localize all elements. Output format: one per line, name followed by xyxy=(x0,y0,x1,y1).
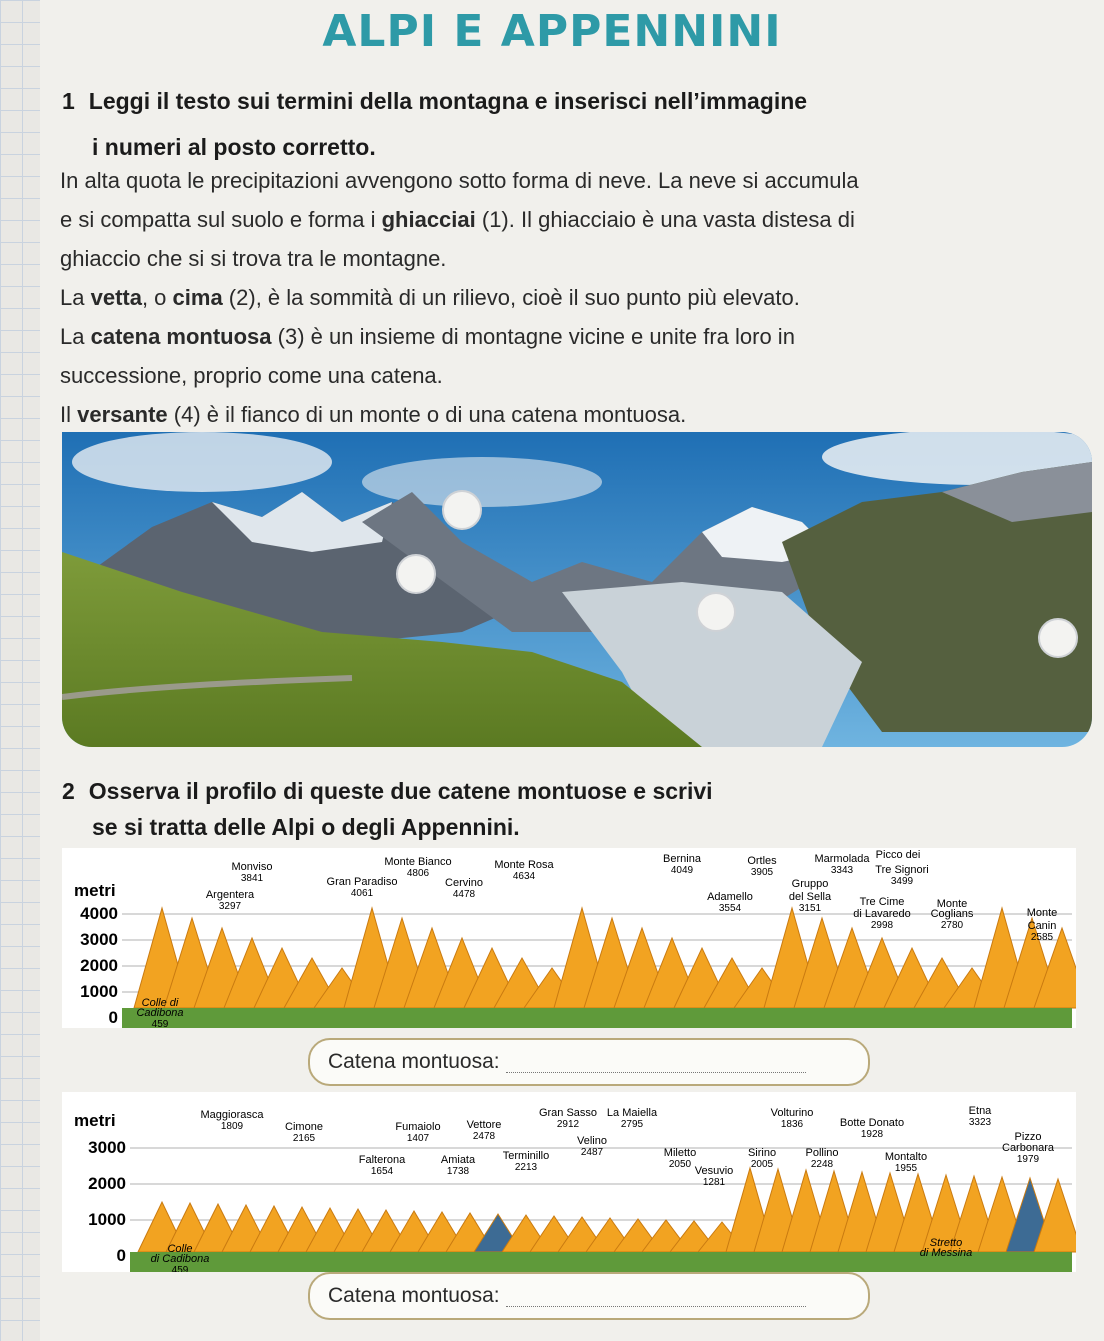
peak-name-label: di Lavaredo xyxy=(853,908,911,920)
peak-name-label: Botte Donato xyxy=(839,1117,905,1129)
peak-elevation-label: 4049 xyxy=(670,865,694,876)
peak-name-label: Monte Bianco xyxy=(384,856,452,868)
peak-elevation-label: 1836 xyxy=(780,1119,804,1130)
peak-name-label: Monte Rosa xyxy=(494,859,554,871)
peak-elevation-label: 3297 xyxy=(218,901,242,912)
peak-elevation-label: 4634 xyxy=(512,871,536,882)
peak-name-label: Sirino xyxy=(747,1147,777,1159)
peak-name-label: Monviso xyxy=(231,861,273,873)
term-slope: versante xyxy=(77,402,168,427)
answer-circle-1[interactable] xyxy=(442,490,482,530)
y-tick-label: 2000 xyxy=(80,956,118,975)
peak-elevation-label: 2478 xyxy=(472,1131,496,1142)
peak-name-label: Gran Sasso xyxy=(538,1107,598,1119)
peak-name-label: Tre Cime xyxy=(859,896,905,908)
term-summit: cima xyxy=(172,285,223,310)
page-title: ALPI E APPENNINI xyxy=(322,6,782,57)
profile-apennines-drawing xyxy=(62,1092,1076,1272)
profile-apennines xyxy=(62,1092,1076,1272)
peak-elevation-label: 2005 xyxy=(750,1159,774,1170)
text-line: successione, proprio come una catena. xyxy=(60,363,443,388)
peak-name-label: Cervino xyxy=(445,877,483,889)
peak-name-label: del Sella xyxy=(788,891,832,903)
y-tick-label: 1000 xyxy=(80,982,118,1001)
peak-elevation-label: 1955 xyxy=(894,1163,918,1174)
answer-label-2: Catena montuosa: xyxy=(328,1284,500,1307)
answer-label-1: Catena montuosa: xyxy=(328,1050,500,1073)
exercise-1-number: 1 xyxy=(62,88,75,114)
peak-name-label: Bernina xyxy=(663,853,701,865)
paragraph-peak: La vetta, o cima (2), è la sommità di un rilievo, cioè il suo punto più elevato. xyxy=(60,285,800,310)
y-tick-label: 1000 xyxy=(88,1210,126,1229)
peak-name-label: Vesuvio xyxy=(694,1165,734,1177)
peak-elevation-label: 3323 xyxy=(968,1117,992,1128)
peak-elevation-label: 2248 xyxy=(810,1159,834,1170)
answer-field-2[interactable] xyxy=(308,1272,870,1320)
peak-elevation-label: 3905 xyxy=(750,867,774,878)
peak-name-label: Miletto xyxy=(663,1147,697,1159)
peak-name-label: Colle xyxy=(167,1243,193,1255)
mountain-photo xyxy=(62,432,1092,747)
peak-name-label: Gran Paradiso xyxy=(326,876,398,888)
exercise-2-instruction xyxy=(62,772,713,810)
answer-circle-4[interactable] xyxy=(1038,618,1078,658)
peak-name-label: Stretto xyxy=(929,1237,963,1249)
y-tick-label: 0 xyxy=(108,1008,118,1027)
axis-unit-label: metri xyxy=(74,1111,116,1130)
peak-name-label: di Messina xyxy=(919,1247,973,1259)
peak-name-label: Ortles xyxy=(747,855,777,867)
peak-elevation-label: 2050 xyxy=(668,1159,692,1170)
peak-name-label: Cadibona xyxy=(136,1007,184,1019)
y-tick-label: 4000 xyxy=(80,904,118,923)
mountain-landscape-image xyxy=(62,432,1092,747)
peak-name-label: Vettore xyxy=(466,1119,502,1131)
peak-name-label: di Cadibona xyxy=(150,1253,210,1265)
peak-elevation-label: 3841 xyxy=(240,873,264,884)
profile-alps-drawing xyxy=(62,848,1076,1028)
peak-name-label: Velino xyxy=(577,1135,607,1147)
term-glaciers: ghiacciai xyxy=(381,207,476,232)
peak-elevation-label: 3343 xyxy=(830,865,854,876)
exercise-1-line1: Leggi il testo sui termini della montagna e inserisci nell’immagine xyxy=(88,88,808,114)
answer-blank-1[interactable] xyxy=(506,1052,806,1073)
peak-elevation-label: 2213 xyxy=(514,1162,538,1173)
exercise-1-line2: i numeri al posto corretto. xyxy=(92,134,376,160)
peak-name-label: Montalto xyxy=(884,1151,928,1163)
peak-elevation-label: 2998 xyxy=(870,920,894,931)
peak-name-label: Tre Signori xyxy=(875,864,929,876)
exercise-2-line2: se si tratta delle Alpi o degli Appennini. xyxy=(92,814,520,840)
peak-elevation-label: 2487 xyxy=(580,1147,604,1158)
peak-name-label: Argentera xyxy=(205,889,255,901)
peak-name-label: Gruppo xyxy=(791,878,829,890)
peak-name-label: Falterona xyxy=(358,1154,406,1166)
peak-elevation-label: 2912 xyxy=(556,1119,580,1130)
text-line: ghiaccio che si si trova tra le montagne. xyxy=(60,246,447,271)
peak-name-label: Maggiorasca xyxy=(200,1109,264,1121)
peak-elevation-label: 1738 xyxy=(446,1166,470,1177)
peak-name-label: Amiata xyxy=(440,1154,476,1166)
peak-name-label: Monte xyxy=(1026,907,1058,919)
peak-name-label: Etna xyxy=(968,1105,992,1117)
peak-elevation-label: 2780 xyxy=(940,920,964,931)
peak-elevation-label: 459 xyxy=(151,1019,169,1028)
terrain-base xyxy=(122,1008,1072,1028)
peak-name-label: Fumaiolo xyxy=(395,1121,441,1133)
peak-elevation-label: 3554 xyxy=(718,903,742,914)
peak-name-label: Coglians xyxy=(930,908,974,920)
peak-elevation-label: 4061 xyxy=(350,888,374,899)
peak-elevation-label: 1928 xyxy=(860,1129,884,1140)
peak-name-label: Volturino xyxy=(770,1107,814,1119)
peak-elevation-label: 1407 xyxy=(406,1133,430,1144)
peak-elevation-label: 2795 xyxy=(620,1119,644,1130)
peak-name-label: Terminillo xyxy=(502,1150,550,1162)
peak-name-label: Picco dei xyxy=(875,849,921,861)
peak-name-label: Pizzo xyxy=(1014,1131,1042,1143)
peak-elevation-label: 3151 xyxy=(798,903,822,914)
y-tick-label: 3000 xyxy=(80,930,118,949)
peak-name-label: Carbonara xyxy=(1002,1142,1054,1154)
axis-unit-label: metri xyxy=(74,881,116,900)
peak-name-label: Pollino xyxy=(805,1147,839,1159)
answer-circle-3[interactable] xyxy=(696,592,736,632)
term-mountain-chain: catena montuosa xyxy=(90,324,272,349)
peak-name-label: Monte xyxy=(936,898,968,910)
profile-alps xyxy=(62,848,1076,1028)
peak-elevation-label: 2585 xyxy=(1030,932,1054,943)
peak-name-label: Colle di xyxy=(141,997,179,1009)
exercise-1-instruction xyxy=(62,82,807,120)
peak-elevation-label: 4806 xyxy=(406,868,430,879)
answer-field-1[interactable] xyxy=(308,1038,870,1086)
y-tick-label: 2000 xyxy=(88,1174,126,1193)
paragraph-glaciers xyxy=(60,161,960,434)
peak-elevation-label: 1281 xyxy=(702,1177,726,1188)
answer-circle-2[interactable] xyxy=(396,554,436,594)
exercise-2-number: 2 xyxy=(62,778,75,804)
peak-elevation-label: 459 xyxy=(171,1265,189,1272)
peak-name-label: Canin xyxy=(1027,920,1057,932)
y-tick-label: 0 xyxy=(116,1246,126,1265)
peak-name-label: Marmolada xyxy=(814,853,870,865)
peak-elevation-label: 4478 xyxy=(452,889,476,900)
paragraph-slope: Il versante (4) è il fianco di un monte o di una catena montuosa. xyxy=(60,402,687,427)
peak-elevation-label: 2165 xyxy=(292,1133,316,1144)
peak-name-label: Adamello xyxy=(707,891,753,903)
text-line: In alta quota le precipitazioni avvengono sotto forma di neve. La neve si accumula xyxy=(60,168,859,193)
y-tick-label: 3000 xyxy=(88,1138,126,1157)
answer-blank-2[interactable] xyxy=(506,1286,806,1307)
peak-name-label: La Maiella xyxy=(606,1107,658,1119)
peak-elevation-label: 1654 xyxy=(370,1166,394,1177)
term-peak: vetta xyxy=(90,285,142,310)
exercise-2-line1: Osserva il profilo di queste due catene montuose e scrivi xyxy=(88,778,713,804)
paragraph-chain: La catena montuosa (3) è un insieme di montagne vicine e unite fra loro in xyxy=(60,324,795,349)
peak-elevation-label: 3499 xyxy=(890,876,914,887)
peak-elevation-label: 1979 xyxy=(1016,1154,1040,1165)
peak-elevation-label: 1809 xyxy=(220,1121,244,1132)
text-line: e si compatta sul suolo e forma i ghiacciai (1). Il ghiacciaio è una vasta distesa di xyxy=(60,207,855,232)
peak-name-label: Cimone xyxy=(285,1121,323,1133)
